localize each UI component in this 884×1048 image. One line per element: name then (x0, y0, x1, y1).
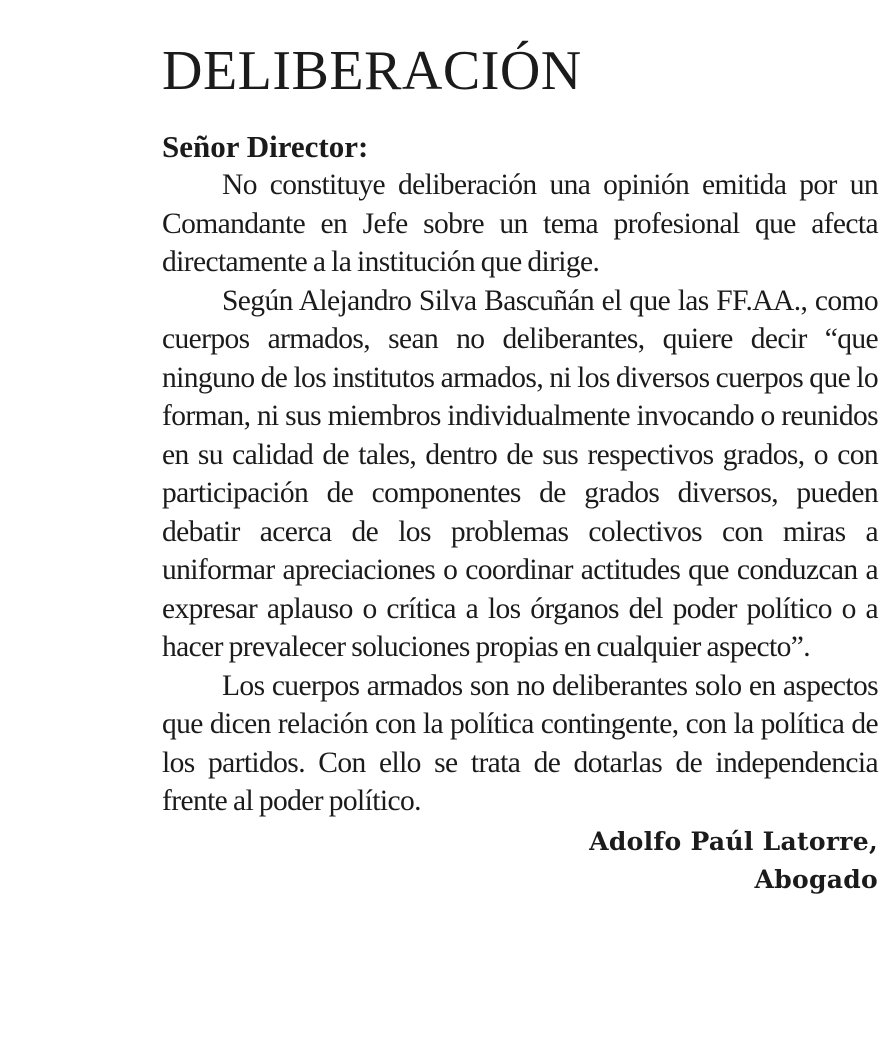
signature-name: Adolfo Paúl Latorre, (589, 826, 878, 856)
paragraph-2: Según Alejandro Silva Bascuñán el que las FF.AA., como cuerpos armados, sean no deliberantes, quiere decir “que ninguno de los institutos armados, ni los diversos cuerpos que lo forman, ni sus miembros individualmente invocando o reunidos en su calidad de tales, dentro de sus respectivos grados, o con participación de componentes de grados diversos, pueden debatir acerca de los problemas colectivos con miras a uniformar apreciaciones o coordinar actitudes que conduzcan a expresar aplauso o crítica a los órganos del poder político o a hacer prevalecer soluciones propias en cualquier aspecto”. (162, 284, 878, 663)
paragraph-3: Los cuerpos armados son no deliberantes solo en aspectos que dicen relación con la política contingente, con la política de los partidos. Con ello se trata de dotarlas de independencia frente al poder político. (162, 669, 878, 817)
signature-title: Abogado (754, 864, 878, 894)
letter (162, 26, 878, 899)
salutation: Señor Director: (162, 129, 369, 164)
paragraph-1: No constituye deliberación una opinión emitida por un Comandante en Jefe sobre un tema profesional que afecta directamente a la institución que dirige. (162, 169, 878, 278)
letter-title: DELIBERACIÓN (162, 40, 582, 102)
